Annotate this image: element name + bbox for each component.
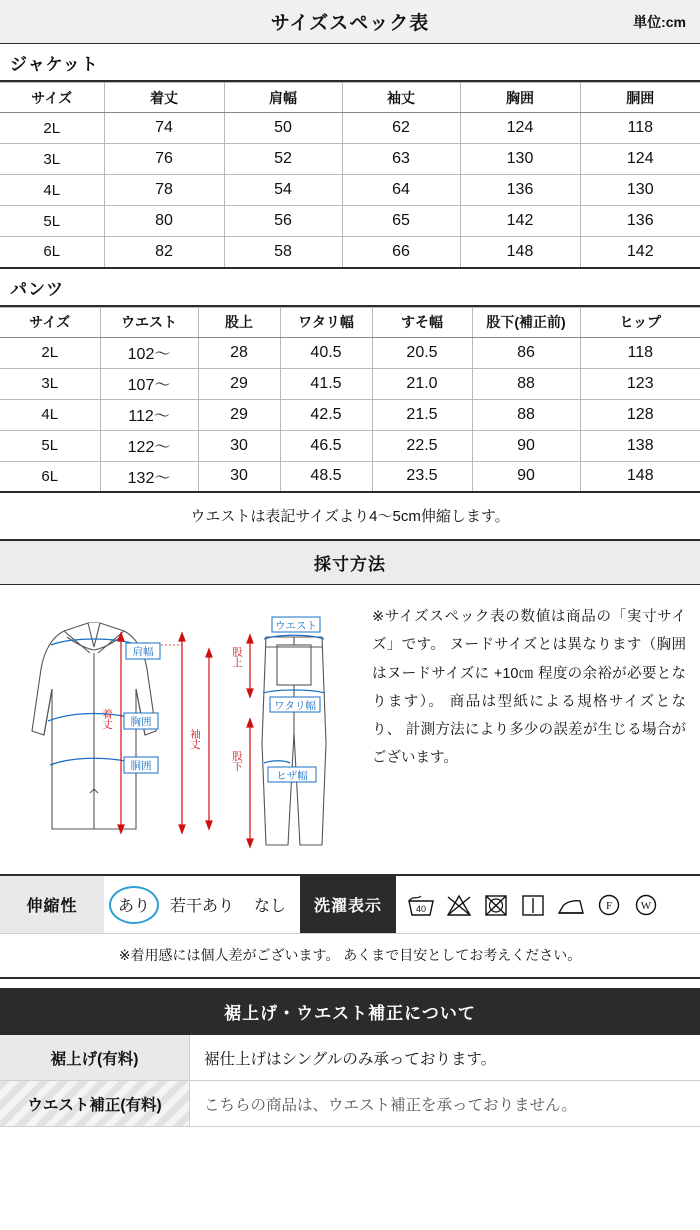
- cell-chest: 142: [460, 206, 580, 237]
- cell-size: 4L: [0, 399, 100, 430]
- cell-thigh: 40.5: [280, 337, 372, 368]
- cell-rise: 29: [198, 399, 280, 430]
- cell-shoulder: 56: [224, 206, 342, 237]
- label-chest: 胸囲: [130, 716, 152, 728]
- hem-label: 裾上げ(有料): [0, 1035, 190, 1080]
- pants-col-inseam: 股下(補正前): [472, 307, 580, 337]
- cell-inseam: 88: [472, 399, 580, 430]
- cell-rise: 29: [198, 368, 280, 399]
- table-row: [0, 144, 700, 175]
- waist-alteration-value: こちらの商品は、ウエスト補正を承っておりません。: [204, 1096, 577, 1114]
- cell-shoulder: 52: [224, 144, 342, 175]
- cell-waist: 122〜: [100, 430, 198, 461]
- cell-rise: 30: [198, 430, 280, 461]
- cell-waist: 142: [580, 237, 700, 268]
- cell-size: 2L: [0, 113, 104, 144]
- hem-value: 裾仕上げはシングルのみ承っております。: [204, 1050, 497, 1068]
- wash-tub-40-icon: [406, 891, 436, 919]
- cell-thigh: 41.5: [280, 368, 372, 399]
- line-dry-icon: [519, 891, 547, 919]
- table-row: [0, 237, 700, 268]
- label-shoulder-width: 肩幅: [132, 646, 154, 658]
- cell-waist: 132〜: [100, 461, 198, 492]
- table-row: [0, 461, 700, 492]
- cell-inseam: 90: [472, 430, 580, 461]
- cell-waist: 107〜: [100, 368, 198, 399]
- cell-sleeve: 63: [342, 144, 460, 175]
- cell-size: 3L: [0, 144, 104, 175]
- dry-clean-w-icon: [632, 891, 660, 919]
- cell-hem: 23.5: [372, 461, 472, 492]
- jacket-col-chest: 胸囲: [460, 83, 580, 113]
- cell-size: 5L: [0, 206, 104, 237]
- stretch-option-yes[interactable]: あり: [116, 891, 152, 918]
- svg-text:F: F: [605, 899, 613, 912]
- cell-hem: 21.0: [372, 368, 472, 399]
- cell-length: 80: [104, 206, 224, 237]
- table-row: [0, 175, 700, 206]
- cell-hip: 138: [580, 430, 700, 461]
- table-row: [0, 399, 700, 430]
- jacket-col-sleeve: 袖丈: [342, 83, 460, 113]
- jacket-table-header-row: [0, 83, 700, 113]
- cell-rise: 28: [198, 337, 280, 368]
- label-rise: 股上: [231, 646, 243, 668]
- pants-section-heading: パンツ: [0, 269, 700, 307]
- no-bleach-icon: [445, 891, 473, 919]
- iron-icon: [556, 891, 586, 919]
- label-pants-waist: ウエスト: [275, 620, 317, 632]
- cell-thigh: 48.5: [280, 461, 372, 492]
- waist-stretch-note: ウエストは表記サイズより4〜5cm伸縮します。: [0, 493, 700, 541]
- stretch-option-slight[interactable]: 若干あり: [170, 898, 235, 915]
- cell-sleeve: 62: [342, 113, 460, 144]
- no-tumble-dry-icon: [482, 891, 510, 919]
- label-sleeve-length: 袖丈: [189, 728, 201, 750]
- table-row: [0, 430, 700, 461]
- cell-waist: 136: [580, 206, 700, 237]
- svg-text:W: W: [640, 899, 652, 912]
- cell-sleeve: 64: [342, 175, 460, 206]
- cell-waist: 124: [580, 144, 700, 175]
- cell-shoulder: 50: [224, 113, 342, 144]
- cell-inseam: 90: [472, 461, 580, 492]
- cell-size: 5L: [0, 430, 100, 461]
- stretch-label: 伸縮性: [0, 876, 104, 933]
- jacket-col-size: サイズ: [0, 83, 104, 113]
- cell-shoulder: 54: [224, 175, 342, 206]
- jacket-spec-table: [0, 82, 700, 269]
- pants-col-size: サイズ: [0, 307, 100, 337]
- pants-col-waist: ウエスト: [100, 307, 198, 337]
- cell-waist: 112〜: [100, 399, 198, 430]
- label-thigh-width: ワタリ幅: [274, 700, 316, 712]
- measure-method-band: 採寸方法: [0, 541, 700, 585]
- jacket-col-length: 着丈: [104, 83, 224, 113]
- cell-size: 6L: [0, 461, 100, 492]
- alteration-band: 裾上げ・ウエスト補正について: [0, 988, 700, 1035]
- wearing-note: ※着用感には個人差がございます。 あくまで目安としてお考えください。: [0, 934, 700, 979]
- measure-method-section: [0, 585, 700, 876]
- cell-size: 3L: [0, 368, 100, 399]
- cell-hip: 128: [580, 399, 700, 430]
- jacket-section-heading: ジャケット: [0, 44, 700, 82]
- cell-hip: 118: [580, 337, 700, 368]
- cell-length: 78: [104, 175, 224, 206]
- cell-shoulder: 58: [224, 237, 342, 268]
- cell-chest: 136: [460, 175, 580, 206]
- cell-size: 4L: [0, 175, 104, 206]
- measurement-diagram: [4, 593, 362, 865]
- label-knee-width: ヒザ幅: [276, 770, 308, 782]
- stretch-wash-row: [0, 876, 700, 934]
- cell-chest: 130: [460, 144, 580, 175]
- wash-label: 洗濯表示: [300, 876, 396, 933]
- cell-thigh: 42.5: [280, 399, 372, 430]
- cell-thigh: 46.5: [280, 430, 372, 461]
- stretch-option-none[interactable]: なし: [254, 898, 287, 915]
- cell-length: 74: [104, 113, 224, 144]
- waist-alteration-label: ウエスト補正(有料): [0, 1081, 190, 1126]
- wash-icons: [396, 876, 660, 933]
- cell-chest: 124: [460, 113, 580, 144]
- page-title-bar: [0, 0, 700, 44]
- cell-chest: 148: [460, 237, 580, 268]
- cell-inseam: 86: [472, 337, 580, 368]
- table-row: [0, 113, 700, 144]
- measure-description: ※サイズスペック表の数値は商品の「実寸サイズ」です。 ヌードサイズとは異なります（胸囲はヌードサイズに +10㎝ 程度の余裕が必要となります）。 商品は型紙による規格サイズとなり、 計測方法により多少の誤差が生じる場合がございます。: [372, 609, 686, 767]
- cell-length: 76: [104, 144, 224, 175]
- dry-clean-f-icon: [595, 891, 623, 919]
- stretch-options: [104, 876, 300, 933]
- cell-hip: 123: [580, 368, 700, 399]
- unit-label: 単位:cm: [633, 13, 686, 30]
- pants-col-rise: 股上: [198, 307, 280, 337]
- svg-text:40: 40: [416, 903, 427, 914]
- cell-hem: 22.5: [372, 430, 472, 461]
- pants-spec-table: [0, 307, 700, 494]
- cell-sleeve: 65: [342, 206, 460, 237]
- pants-col-hip: ヒップ: [580, 307, 700, 337]
- cell-hip: 148: [580, 461, 700, 492]
- cell-sleeve: 66: [342, 237, 460, 268]
- cell-waist: 118: [580, 113, 700, 144]
- pants-col-hem: すそ幅: [372, 307, 472, 337]
- table-row: [0, 368, 700, 399]
- table-row: [0, 337, 700, 368]
- label-body-waist: 胴囲: [130, 760, 152, 772]
- cell-size: 6L: [0, 237, 104, 268]
- jacket-col-waist: 胴囲: [580, 83, 700, 113]
- pants-col-thigh: ワタリ幅: [280, 307, 372, 337]
- cell-size: 2L: [0, 337, 100, 368]
- jacket-col-shoulder: 肩幅: [224, 83, 342, 113]
- cell-hem: 20.5: [372, 337, 472, 368]
- label-inseam: 股下: [231, 750, 243, 772]
- cell-waist: 130: [580, 175, 700, 206]
- hem-row: [0, 1035, 700, 1081]
- label-jacket-length: 着丈: [101, 708, 113, 730]
- cell-waist: 102〜: [100, 337, 198, 368]
- cell-rise: 30: [198, 461, 280, 492]
- table-row: [0, 206, 700, 237]
- page-title: サイズスペック表: [270, 13, 430, 34]
- measure-figures: [0, 585, 362, 874]
- cell-inseam: 88: [472, 368, 580, 399]
- cell-hem: 21.5: [372, 399, 472, 430]
- pants-table-header-row: [0, 307, 700, 337]
- cell-length: 82: [104, 237, 224, 268]
- waist-alteration-row: [0, 1081, 700, 1127]
